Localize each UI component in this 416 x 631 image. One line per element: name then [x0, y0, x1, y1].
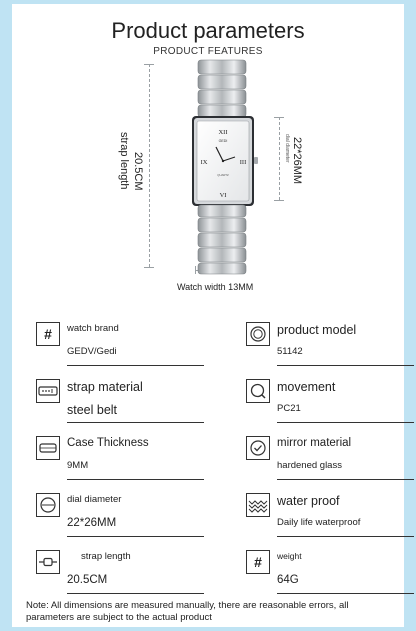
spec-movement	[246, 379, 406, 431]
spec-value: 64G	[277, 574, 299, 586]
hash-icon: #	[246, 550, 270, 574]
spec-value: PC21	[277, 403, 301, 414]
spec-label: strap material	[67, 380, 143, 394]
lower-strap	[198, 205, 246, 274]
disclaimer-note: Note: All dimensions are measured manually, there are reasonable errors, all parameters are subject to the actual product	[26, 600, 349, 623]
strap-icon	[36, 379, 60, 403]
dial-brand: GEDI	[218, 139, 228, 143]
spec-value: 22*26MM	[67, 517, 117, 529]
spec-strap-material	[36, 379, 196, 431]
page-title: Product parameters	[111, 18, 305, 43]
spec-dial-diameter	[36, 493, 196, 545]
spec-water-proof	[246, 493, 406, 545]
spec-label: watch brand	[67, 323, 119, 334]
spec-divider	[67, 365, 204, 366]
length-label: strap length	[118, 132, 130, 190]
spec-value: steel belt	[67, 403, 118, 417]
water-wave-icon	[246, 493, 270, 517]
dial-icon	[36, 493, 60, 517]
length-value: 20.5CM	[132, 152, 144, 191]
spec-value: Daily life waterproof	[277, 517, 361, 528]
spec-label: Case Thickness	[67, 437, 149, 449]
page-subtitle: PRODUCT FEATURES	[153, 46, 263, 57]
spec-divider	[67, 536, 204, 537]
spec-weight	[246, 550, 406, 602]
watch-image	[180, 58, 264, 276]
spec-label: mirror material	[277, 437, 352, 449]
dial-dim-small-label: dial diameter	[284, 134, 290, 163]
spec-divider	[277, 422, 414, 423]
spec-value: 51142	[277, 346, 303, 357]
spec-label: strap length	[81, 551, 131, 562]
svg-text:VI: VI	[219, 192, 227, 199]
spec-divider	[67, 422, 204, 423]
dial-dim-bottom-cap	[274, 200, 284, 201]
spec-value: hardened glass	[277, 460, 342, 471]
hash-icon: #	[36, 322, 60, 346]
watch-width-caption: Watch width 13MM	[177, 282, 254, 292]
length-dim-bottom-cap	[144, 267, 154, 268]
spec-case-thickness	[36, 436, 196, 488]
svg-text:IX: IX	[200, 159, 208, 166]
length-dim-line	[149, 64, 150, 267]
movement-icon	[246, 379, 270, 403]
model-circle-icon	[246, 322, 270, 346]
spec-strap-length	[36, 550, 196, 602]
spec-mirror-material	[246, 436, 406, 488]
spec-label: dial diameter	[67, 494, 122, 505]
spec-label: movement	[277, 380, 336, 394]
spec-divider	[277, 365, 414, 366]
spec-product-model	[246, 322, 406, 374]
spec-label: product model	[277, 323, 357, 337]
strap-length-icon	[36, 550, 60, 574]
dial-sub: QUARTZ	[217, 173, 229, 177]
spec-value: GEDV/Gedi	[67, 346, 117, 357]
spec-divider	[277, 593, 414, 594]
upper-strap	[198, 60, 246, 117]
dial-dim-value: 22*26MM	[291, 137, 303, 185]
spec-divider	[67, 479, 204, 480]
spec-value: 9MM	[67, 460, 89, 471]
spec-divider	[67, 593, 204, 594]
spec-watch-brand	[36, 322, 196, 374]
svg-text:III: III	[239, 159, 247, 166]
dial-dim-line	[279, 117, 280, 200]
svg-text:XII: XII	[218, 129, 228, 136]
spec-value: 20.5CM	[67, 574, 108, 586]
spec-divider	[277, 479, 414, 480]
case-icon	[36, 436, 60, 460]
mirror-check-icon	[246, 436, 270, 460]
spec-label: weight	[277, 551, 302, 561]
spec-label: water proof	[277, 494, 340, 508]
product-parameters-card	[12, 4, 404, 627]
spec-divider	[277, 536, 414, 537]
